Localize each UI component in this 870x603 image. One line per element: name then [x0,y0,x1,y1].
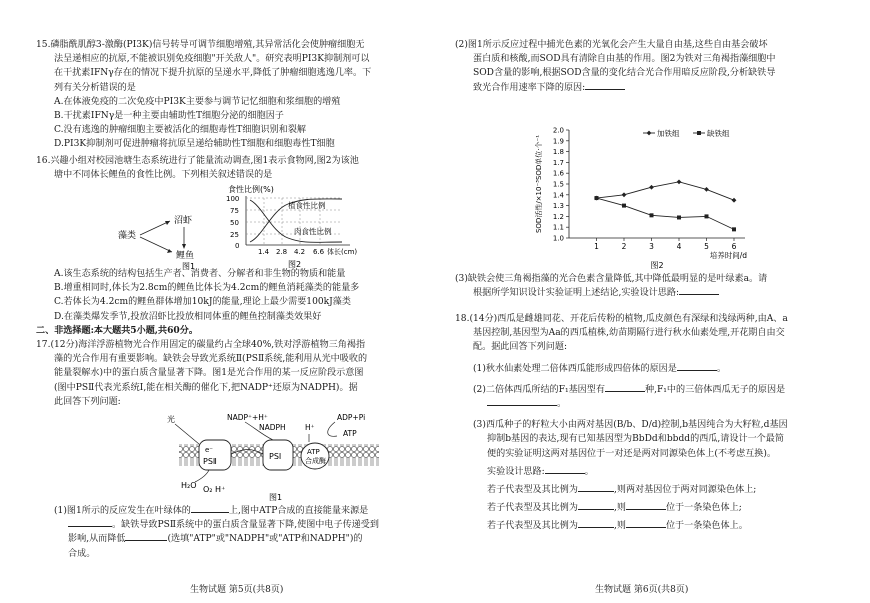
y-tick-label: 2.0 [552,126,564,135]
answer-blank[interactable] [677,370,717,371]
q17-2-line [455,81,860,95]
q15-option-d: D.PI3K抑制剂可促进肿瘤将抗原呈递给辅助性T细胞和细胞毒性T细胞 [54,139,335,150]
y-tick-label: 1.5 [552,180,564,189]
data-point-iron-added [622,192,627,197]
node-carp: 鲤鱼 [176,251,195,261]
y-tick-label: 1.6 [552,169,564,178]
q17-3-text: 根据所学知识设计实验证明上述结论,实验设计思路: [473,288,680,299]
x-tick-label: 3 [649,242,654,251]
light-arrow [175,424,199,444]
q17-line: (图中PSⅡ代表光系统Ⅰ,能在相关酶的催化下,把NADP⁺还原为NADPH)。据 [54,382,358,393]
q18-line: 18.(14分)西瓜是雌雄同花、开花后传粉的植物,瓜皮颜色有深绿和浅绿两种,由A、a [455,314,788,324]
q17-1-text: (选填"ATP"或"NADPH"或"ATP和NADPH")的 [167,534,363,545]
light-label: 光 [167,415,175,424]
nadp-label: NADP⁺+H⁺ [227,413,268,422]
q15-line: 列有关分析错误的是 [54,82,136,93]
q17-2-text: 致光合作用速率下降的原因: [473,82,586,93]
answer-blank[interactable] [578,527,614,528]
data-point-iron-deficient [650,213,654,217]
y-tick-label: 1.1 [552,223,564,232]
fig2-xlabel: 体长(cm) [327,248,358,256]
q15-option-c: C.没有逃逸的肿瘤细胞主要被活化的细胞毒性T细胞识别和裂解 [54,125,307,136]
q16-option-a: A.该生态系统的结构包括生产者、消费者、分解者和非生物的物质和能量 [54,269,346,279]
y-tick-label: 1.0 [552,234,564,243]
y-tick-label: 1.4 [552,191,564,200]
case-line [455,483,860,497]
feeding-ratio-figure [222,182,392,270]
fig2-ytick: 25 [230,231,239,239]
atp-label: ATP [343,429,357,438]
arrow-algae-carp [140,237,172,252]
atp-arrow [328,422,337,436]
fig2-ytick: 75 [230,207,239,215]
case-line [455,501,860,515]
data-point-iron-added [649,185,654,190]
chart-axes [534,127,747,271]
node-shrimp: 沼虾 [174,216,193,226]
q17-1-text: 上,图中ATP合成的直接能量来源是 [228,506,369,516]
nadph-label: NADPH [259,423,286,432]
case-text: 若子代表型及其比例为 [487,485,578,496]
fig2-caption: 图2 [288,260,302,269]
q17-line: 此回答下列问题: [54,396,121,407]
x-tick-label: 1 [594,242,599,251]
case-text: 若子代表型及其比例为 [487,503,578,514]
fig2-curve1-label: 植食性比例 [288,201,326,210]
q17-1-text: 影响,从而降低 [68,534,126,545]
x-axis-label: 培养时间/d [709,251,747,260]
q18-2-line [455,383,860,397]
y-tick-label: 1.7 [552,158,564,167]
x-tick-label: 5 [704,242,709,251]
q15-line: 在干扰素IFNγ存在的情况下提升抗原的呈递水平,降低了肿瘤细胞逃逸几率。下 [54,68,372,79]
section-heading: 二、非选择题:本大题共5小题,共60分。 [36,324,198,336]
arrowhead [182,244,186,249]
q18-3-line: 便的实验证明这两对基因位于一对还是两对同源染色体上(不考虑互换)。 [487,448,777,459]
answer-blank[interactable] [578,491,614,492]
h-label-top: H⁺ [305,423,315,432]
page-footer-right: 生物试题 第6页(共8页) [595,585,689,595]
q15-line: 15.磷脂酰肌醇3-激酶(PI3K)信号转导可调节细胞增殖,其异常活化会使肿瘤细胞无 [36,40,365,50]
question-15 [36,38,426,152]
q18-1-text: 。 [716,363,726,374]
q18-2-line [455,397,860,411]
fig2-xtick: 6.6 [313,248,325,256]
psi-label: PSⅠ [269,452,282,461]
y-tick-label: 1.8 [552,148,564,157]
q18-2-text: 种,F₁中的三倍体西瓜无子的原因是 [644,384,786,395]
data-point-iron-added [704,187,709,192]
case-text: 位于一条染色体上; [665,503,742,514]
q17-1-line: 合成。 [68,548,96,559]
y-tick-label: 1.9 [552,137,564,146]
q18-line: 配。据此回答下列问题: [473,342,568,353]
answer-blank[interactable] [626,509,666,510]
q17-3-line: (3)缺铁会使三角褐指藻的光合色素含量降低,其中降低最明显的是叶绿素a。请 [455,274,768,284]
q17-line: 藻的光合作用有重要影响。缺铁会导致光系统Ⅱ(PSⅡ系统,能利用从光中吸收的 [54,354,368,365]
answer-blank[interactable] [487,405,557,406]
data-point-iron-added [677,179,682,184]
adp-label: ADP+Pi [337,413,366,422]
q18-1-line [455,362,860,376]
x-tick-label: 2 [621,242,627,251]
question-16-options [36,267,426,409]
q15-option-a: A.在体液免疫的二次免疫中PI3K主要参与调节记忆细胞和浆细胞的增殖 [54,96,341,107]
y-axis-label: SOD活性/×10⁻³SOD单位·个⁻¹ [535,134,543,234]
answer-blank[interactable] [585,89,625,90]
fig2-xtick: 4.2 [294,248,306,256]
food-web-figure [112,208,222,270]
q16-line: 塘中不同体长鲤鱼的食性比例。下列相关叙述错误的是 [54,170,273,181]
y-tick-label: 1.2 [552,212,564,221]
q16-option-d: D.在藻类爆发季节,投放沼虾比投放相同体重的鲤鱼控制藻类效果好 [54,311,322,322]
synthase-label-1: ATP [307,448,320,456]
page-footer-left: 生物试题 第5页(共8页) [190,585,284,595]
q17-1-text: 。缺铁导致PSⅡ系统中的蛋白质含量显著下降,使图中电子传递受到 [112,520,379,531]
q17-line: 17.(12分)海洋浮游植物光合作用固定的碳量约占全球40%,铁对浮游植物三角褐指 [36,340,366,351]
chart-caption: 图2 [650,261,664,270]
q16-line: 16.兴趣小组对校园池塘生态系统进行了能量流动调查,图1表示食物网,图2为该池 [36,156,359,166]
arrow-algae-shrimp [140,221,170,235]
data-point-iron-added [732,198,737,203]
h2o-label: H₂O [181,481,197,490]
fig2-ytick: 100 [226,195,240,203]
q17-2-line: SOD含量的影响,根据SOD含量的变化结合光合作用暗反应阶段,分析缺铁导 [473,68,776,79]
series-line-iron-added [597,182,735,200]
q17-3-line [455,286,860,300]
fig2-curve2-label: 肉食性比例 [294,227,332,236]
question-17-1 [36,504,426,561]
q16-option-c: C.若体长为4.2cm的鲤鱼群体增加10kJ的能量,理论上最少需要100kJ藻类 [54,297,351,308]
data-point-iron-deficient [732,227,736,231]
psii-label: PSⅡ [203,457,217,466]
o2-label: O₂ H⁺ [203,485,226,494]
question-16 [36,154,426,182]
fig1-caption: 图1 [182,262,196,270]
fig2-ytick: 0 [235,242,240,250]
answer-blank[interactable] [545,473,585,474]
legend-marker [647,131,652,136]
case-text: ,则 [613,503,626,514]
thylakoid-membrane-figure [165,408,385,503]
answer-blank[interactable] [626,527,666,528]
design-text: 实验设计思路: [487,466,545,477]
q17-2-line: (2)图1所示反应过程中捕光色素的光氧化会产生大量自由基,这些自由基会破坏 [455,40,768,50]
answer-blank[interactable] [679,294,719,295]
case-text: 若子代表型及其比例为 [487,521,578,532]
data-point-iron-deficient [622,204,626,208]
x-tick-label: 6 [731,242,737,251]
q18-2-text: 。 [557,399,567,410]
y-tick-label: 1.3 [552,202,564,211]
q17-1-text: (1)图1所示的反应发生在叶绿体的 [54,506,191,516]
atp-synthase [301,443,329,469]
fig2-ytick: 50 [230,219,239,227]
water-arrow [195,470,209,482]
case-text: ,则两对基因位于两对同源染色体上; [613,485,757,496]
q18-2-text: (2)二倍体西瓜所结的F₁基因型有 [473,384,605,395]
q17-2-line: 蛋白质和核酸,而SOD具有清除自由基的作用。图2为铁对三角褐指藻细胞中 [473,54,776,65]
chart-marks [594,128,736,231]
q18-1-text: (1)秋水仙素处理二倍体西瓜能形成四倍体的原因是 [473,363,677,374]
data-point-iron-deficient [595,196,599,200]
sod-line-chart [531,120,781,270]
right-page [435,0,870,603]
case-text: ,则 [613,521,626,532]
case-line [455,519,860,533]
q17-1-line [36,504,426,518]
question-17-2 [455,38,860,95]
q17-line: 能量裂解水)中的蛋白质含量显著下降。图1是光合作用的某一反应阶段示意图 [54,368,364,379]
answer-blank[interactable] [605,391,645,392]
q16-option-b: B.增重相同时,体长为2.8cm的鲤鱼比体长为4.2cm的鲤鱼消耗藻类的能量多 [54,283,360,294]
q17-1-line [36,532,426,546]
data-point-iron-deficient [677,215,681,219]
question-18 [455,312,860,534]
q15-option-b: B.干扰素IFNγ是一种主要由辅助性T细胞分泌的细胞因子 [54,111,284,122]
fig2-xtick: 2.8 [276,248,288,256]
synthase-label-2: 合成酶 [305,457,326,465]
design-line [455,465,860,479]
legend-marker [697,131,701,135]
legend-label: 加铁组 [657,129,680,138]
question-17-3 [455,272,860,300]
fig2-ylabel: 食性比例(%) [228,185,274,194]
q18-3-line: (3)西瓜种子的籽粒大小由两对基因(B/b、D/d)控制,b基因纯合为大籽粒,d基因 [473,420,788,431]
answer-blank[interactable] [191,512,229,513]
data-point-iron-deficient [705,214,709,218]
q15-line: 法呈递相应的抗原,不能被识别免疫细胞"开关敌人"。研究表明PI3K抑制剂可以 [54,54,370,65]
answer-blank[interactable] [68,526,112,527]
electron-label: e⁻ [205,446,214,454]
series-line-iron-deficient [597,198,735,229]
design-text: 。 [584,466,594,477]
node-algae: 藻类 [118,231,137,241]
q18-3-line: 抑制b基因的表达,现有已知基因型为BbDd和bbdd的西瓜,请设计一个最简 [487,434,784,445]
case-text: 位于一条染色体上。 [665,521,748,532]
legend-label: 缺铁组 [707,129,730,138]
q17-1-line [36,518,426,532]
answer-blank[interactable] [125,540,167,541]
x-tick-label: 4 [676,242,682,251]
q18-line: 基因控制,基因型为Aa的西瓜植株,幼苗期隔行进行秋水仙素处理,开花期自由交 [473,328,785,339]
membrane-caption: 图1 [269,493,283,502]
fig2-xtick: 1.4 [258,248,270,256]
answer-blank[interactable] [578,509,614,510]
